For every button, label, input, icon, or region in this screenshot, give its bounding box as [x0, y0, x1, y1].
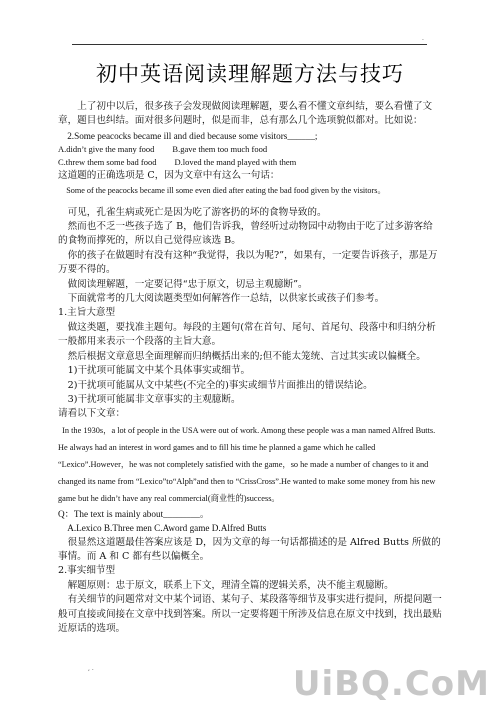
list-item-2: 2)干扰项可能属从文中某些(不完全的)事实或细节片面推出的错误结论。 — [67, 379, 373, 391]
option-b: B.gave them too much food — [172, 144, 268, 155]
document-body — [58, 100, 442, 636]
header-rule — [72, 44, 427, 45]
section-heading-2: 2.事实细节型 — [58, 565, 116, 577]
intro-paragraph: 上了初中以后，很多孩子会发现做阅读理解题，要么看不懂文章纠结，要么看懂了文章，题目也纠结。面对很多问题时，似是而非，总有那么几个选项貌似都对。比如说： — [58, 101, 433, 127]
quoted-sentence: Some of the peacocks became ill some even died after eating the bad food given by the visitors。 — [66, 185, 386, 195]
paragraph-warning: 你的孩子在做题时有没有这种“我觉得，我以为呢?”，如果有，一定要告诉孩子，那是万万要不得的。 — [58, 249, 438, 276]
options-row-2 — [58, 156, 442, 169]
question-q: Q：The text is mainly about________。 — [58, 508, 210, 519]
paragraph-principle: 做阅读理解题，一定要记得“忠于原文，切忌主观臆断”。 — [67, 278, 308, 290]
section-1-paragraph-a: 做这类题，要找准主题句。每段的主题句(常在首句、尾句、首尾句、段落中和归纳分析一般都用来表示一个段落的主旨大意。 — [58, 321, 436, 348]
correct-answer-note: 这道题的正确选项是 C，因为文章中有这么一句话： — [58, 170, 280, 182]
option-d: D.loved the mand played with them — [174, 157, 297, 168]
option-c: C.threw them some bad food — [58, 157, 157, 168]
reading-passage: In the 1930s，a lot of people in the USA were out of work. Among these people was a man named Alfred Butts. He always had an interest in word games and to fill his time he planned a game which he called “Lexico”.However，he was not completely satisfied with the game，so he made a number of changes to it and changed its name from “Lexico”to“Alph”and then to “CrissCross”.He wanted to make some money from his new game but he didn’t have any real commercial(商业性的)success。 — [58, 425, 436, 503]
site-watermark: UiBQ.CoM — [292, 664, 490, 704]
list-item-1: 1)干扰项可能属文中某个具体事实或细节。 — [67, 365, 251, 377]
section-heading-1: 1.主旨大意型 — [58, 307, 116, 319]
options-row-1 — [58, 143, 442, 156]
paragraph-summary-intro: 下面就常考的几大阅读题类型如何解答作一总结，以供家长或孩子们参考。 — [67, 293, 385, 305]
question-q-options: A.Lexico B.Three men C.Aword game D.Alfred Butts — [67, 523, 267, 534]
question-2: 2.Some peacocks became ill and died because some visitors______; — [67, 130, 318, 141]
section-2-paragraph: 有关细节的问题常对文中某个词语、某句子、某段落等细节及事实进行提问，所提问题一般可直接或间接在文章中找到答案。所以一定要将题干所涉及信息在原文中找到，找出最贴近原话的选项。 — [58, 594, 442, 634]
section-1-paragraph-b: 然后根据文章意思全面理解而归纳概括出来的;但不能太笼统、言过其实或以偏概全。 — [67, 350, 426, 362]
page-title: 初中英语阅读理解题方法与技巧 — [96, 62, 404, 86]
footer-mark: , . — [88, 665, 94, 672]
passage-intro: 请看以下文章： — [58, 408, 126, 420]
list-item-3: 3)干扰项可能属非文章事实的主观臆断。 — [67, 393, 241, 405]
answer-explanation: 很显然这道题最佳答案应该是 D，因为文章的每一句话都描述的是 Alfred Butts 所做的事情。而 A 和 C 都有些以偏概全。 — [58, 536, 441, 562]
section-2-principle: 解题原则：忠于原文，联系上下文，理清全篇的逻辑关系，决不能主观臆断。 — [67, 579, 394, 591]
paragraph-wrong-choice: 然而也不乏一些孩子选了 B，他们告诉我，曾经听过动物园中动物由于吃了过多游客给的食物而撑死的，所以自己觉得应该选 B。 — [58, 221, 433, 247]
paragraph-conclusion: 可见，孔雀生病或死亡是因为吃了游客扔的坏的食物导致的。 — [67, 206, 327, 218]
header-mark: . — [422, 35, 424, 42]
option-a: A.didn’t give the many food — [58, 144, 155, 155]
